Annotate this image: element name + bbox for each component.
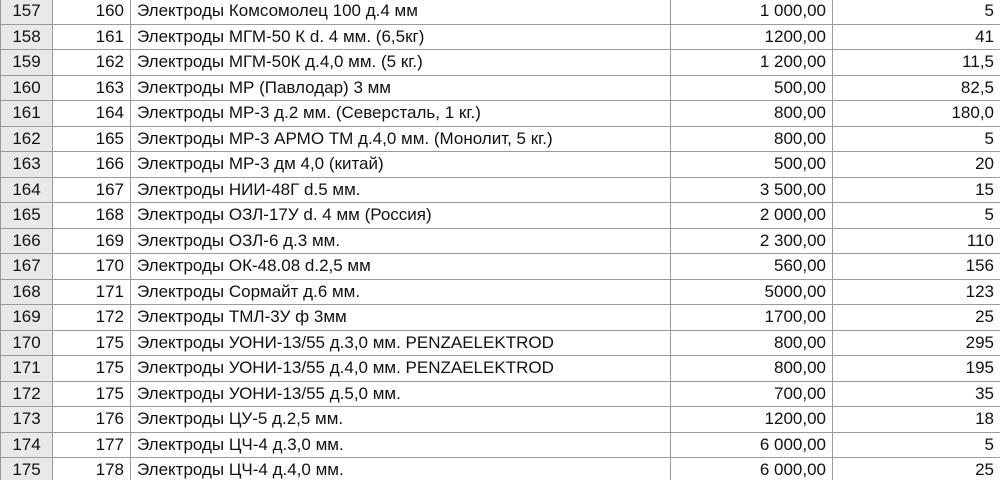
cell-product-name[interactable]: Электроды НИИ-48Г d.5 мм.: [131, 177, 671, 203]
cell-quantity[interactable]: 295: [833, 330, 1000, 356]
cell-number[interactable]: 168: [53, 203, 131, 229]
cell-number[interactable]: 163: [53, 75, 131, 101]
cell-price[interactable]: 1 000,00: [671, 0, 833, 24]
cell-product-name[interactable]: Электроды Сормайт д.6 мм.: [131, 279, 671, 305]
table-row: [1, 305, 1000, 331]
cell-product-name[interactable]: Электроды Комсомолец 100 д.4 мм: [131, 0, 671, 24]
cell-price[interactable]: 560,00: [671, 254, 833, 280]
table-row: [1, 0, 1000, 24]
row-header[interactable]: 173: [1, 407, 53, 433]
cell-product-name[interactable]: Электроды УОНИ-13/55 д.4,0 мм. PENZAELEKTROD: [131, 356, 671, 382]
cell-price[interactable]: 1200,00: [671, 407, 833, 433]
cell-quantity[interactable]: 110: [833, 228, 1000, 254]
table-row: [1, 381, 1000, 407]
cell-number[interactable]: 165: [53, 126, 131, 152]
cell-number[interactable]: 160: [53, 0, 131, 24]
cell-price[interactable]: 500,00: [671, 152, 833, 178]
cell-quantity[interactable]: 25: [833, 305, 1000, 331]
cell-quantity[interactable]: 20: [833, 152, 1000, 178]
cell-price[interactable]: 1 200,00: [671, 50, 833, 76]
cell-price[interactable]: 1700,00: [671, 305, 833, 331]
cell-price[interactable]: 800,00: [671, 330, 833, 356]
cell-quantity[interactable]: 35: [833, 381, 1000, 407]
cell-product-name[interactable]: Электроды УОНИ-13/55 д.5,0 мм.: [131, 381, 671, 407]
table-row: [1, 24, 1000, 50]
cell-number[interactable]: 170: [53, 254, 131, 280]
table-row: [1, 177, 1000, 203]
cell-product-name[interactable]: Электроды МР-3 АРМО ТМ д.4,0 мм. (Монолит, 5 кг.): [131, 126, 671, 152]
row-header[interactable]: 167: [1, 254, 53, 280]
table-row: [1, 407, 1000, 433]
row-header[interactable]: 166: [1, 228, 53, 254]
table-row: [1, 458, 1000, 480]
cell-number[interactable]: 166: [53, 152, 131, 178]
cell-price[interactable]: 6 000,00: [671, 458, 833, 480]
table-row: [1, 203, 1000, 229]
cell-quantity[interactable]: 11,5: [833, 50, 1000, 76]
row-header[interactable]: 169: [1, 305, 53, 331]
cell-number[interactable]: 167: [53, 177, 131, 203]
cell-product-name[interactable]: Электроды МР-3 д.2 мм. (Северсталь, 1 кг.): [131, 101, 671, 127]
cell-product-name[interactable]: Электроды ЦУ-5 д.2,5 мм.: [131, 407, 671, 433]
row-header[interactable]: 170: [1, 330, 53, 356]
row-header[interactable]: 164: [1, 177, 53, 203]
cell-quantity[interactable]: 5: [833, 203, 1000, 229]
row-header[interactable]: 160: [1, 75, 53, 101]
table-row: [1, 432, 1000, 458]
cell-price[interactable]: 700,00: [671, 381, 833, 407]
cell-number[interactable]: 172: [53, 305, 131, 331]
cell-number[interactable]: 175: [53, 381, 131, 407]
cell-product-name[interactable]: Электроды МР-3 дм 4,0 (китай): [131, 152, 671, 178]
cell-quantity[interactable]: 123: [833, 279, 1000, 305]
cell-price[interactable]: 3 500,00: [671, 177, 833, 203]
cell-product-name[interactable]: Электроды ОК-48.08 d.2,5 мм: [131, 254, 671, 280]
table-row: [1, 126, 1000, 152]
cell-price[interactable]: 800,00: [671, 356, 833, 382]
row-header[interactable]: 172: [1, 381, 53, 407]
cell-number[interactable]: 176: [53, 407, 131, 433]
cell-quantity[interactable]: 180,0: [833, 101, 1000, 127]
row-header[interactable]: 161: [1, 101, 53, 127]
cell-product-name[interactable]: Электроды МР (Павлодар) 3 мм: [131, 75, 671, 101]
row-header[interactable]: 163: [1, 152, 53, 178]
cell-quantity[interactable]: 18: [833, 407, 1000, 433]
cell-quantity[interactable]: 5: [833, 432, 1000, 458]
cell-product-name[interactable]: Электроды УОНИ-13/55 д.3,0 мм. PENZAELEKTROD: [131, 330, 671, 356]
cell-number[interactable]: 171: [53, 279, 131, 305]
table-row: [1, 50, 1000, 76]
cell-number[interactable]: 161: [53, 24, 131, 50]
row-header[interactable]: 159: [1, 50, 53, 76]
cell-number[interactable]: 175: [53, 356, 131, 382]
cell-product-name[interactable]: Электроды ЦЧ-4 д.4,0 мм.: [131, 458, 671, 480]
cell-number[interactable]: 162: [53, 50, 131, 76]
table-row: [1, 228, 1000, 254]
row-header[interactable]: 168: [1, 279, 53, 305]
cell-product-name[interactable]: Электроды ТМЛ-3У ф 3мм: [131, 305, 671, 331]
cell-product-name[interactable]: Электроды ОЗЛ-17У d. 4 мм (Россия): [131, 203, 671, 229]
cell-quantity[interactable]: 5: [833, 0, 1000, 24]
table-row: [1, 330, 1000, 356]
table-row: [1, 101, 1000, 127]
cell-quantity[interactable]: 195: [833, 356, 1000, 382]
cell-quantity[interactable]: 15: [833, 177, 1000, 203]
row-header[interactable]: 175: [1, 458, 53, 480]
row-header[interactable]: 157: [1, 0, 53, 24]
row-header[interactable]: 165: [1, 203, 53, 229]
cell-number[interactable]: 178: [53, 458, 131, 480]
row-header[interactable]: 174: [1, 432, 53, 458]
cell-number[interactable]: 169: [53, 228, 131, 254]
grid-body: [1, 0, 1000, 480]
cell-product-name[interactable]: Электроды МГМ-50К д.4,0 мм. (5 кг.): [131, 50, 671, 76]
row-header[interactable]: 158: [1, 24, 53, 50]
cell-price[interactable]: 800,00: [671, 101, 833, 127]
row-header[interactable]: 171: [1, 356, 53, 382]
cell-number[interactable]: 177: [53, 432, 131, 458]
cell-price[interactable]: 2 000,00: [671, 203, 833, 229]
cell-quantity[interactable]: 5: [833, 126, 1000, 152]
table-row: [1, 75, 1000, 101]
table-row: [1, 152, 1000, 178]
cell-quantity[interactable]: 25: [833, 458, 1000, 480]
cell-product-name[interactable]: Электроды ОЗЛ-6 д.3 мм.: [131, 228, 671, 254]
cell-price[interactable]: 800,00: [671, 126, 833, 152]
row-header[interactable]: 162: [1, 126, 53, 152]
table-row: [1, 254, 1000, 280]
cell-price[interactable]: 5000,00: [671, 279, 833, 305]
cell-quantity[interactable]: 156: [833, 254, 1000, 280]
cell-number[interactable]: 175: [53, 330, 131, 356]
cell-number[interactable]: 164: [53, 101, 131, 127]
cell-product-name[interactable]: Электроды МГМ-50 К d. 4 мм. (6,5кг): [131, 24, 671, 50]
cell-price[interactable]: 500,00: [671, 75, 833, 101]
table-row: [1, 279, 1000, 305]
cell-price[interactable]: 6 000,00: [671, 432, 833, 458]
cell-quantity[interactable]: 41: [833, 24, 1000, 50]
cell-price[interactable]: 1200,00: [671, 24, 833, 50]
table-row: [1, 356, 1000, 382]
cell-price[interactable]: 2 300,00: [671, 228, 833, 254]
cell-product-name[interactable]: Электроды ЦЧ-4 д.3,0 мм.: [131, 432, 671, 458]
cell-quantity[interactable]: 82,5: [833, 75, 1000, 101]
